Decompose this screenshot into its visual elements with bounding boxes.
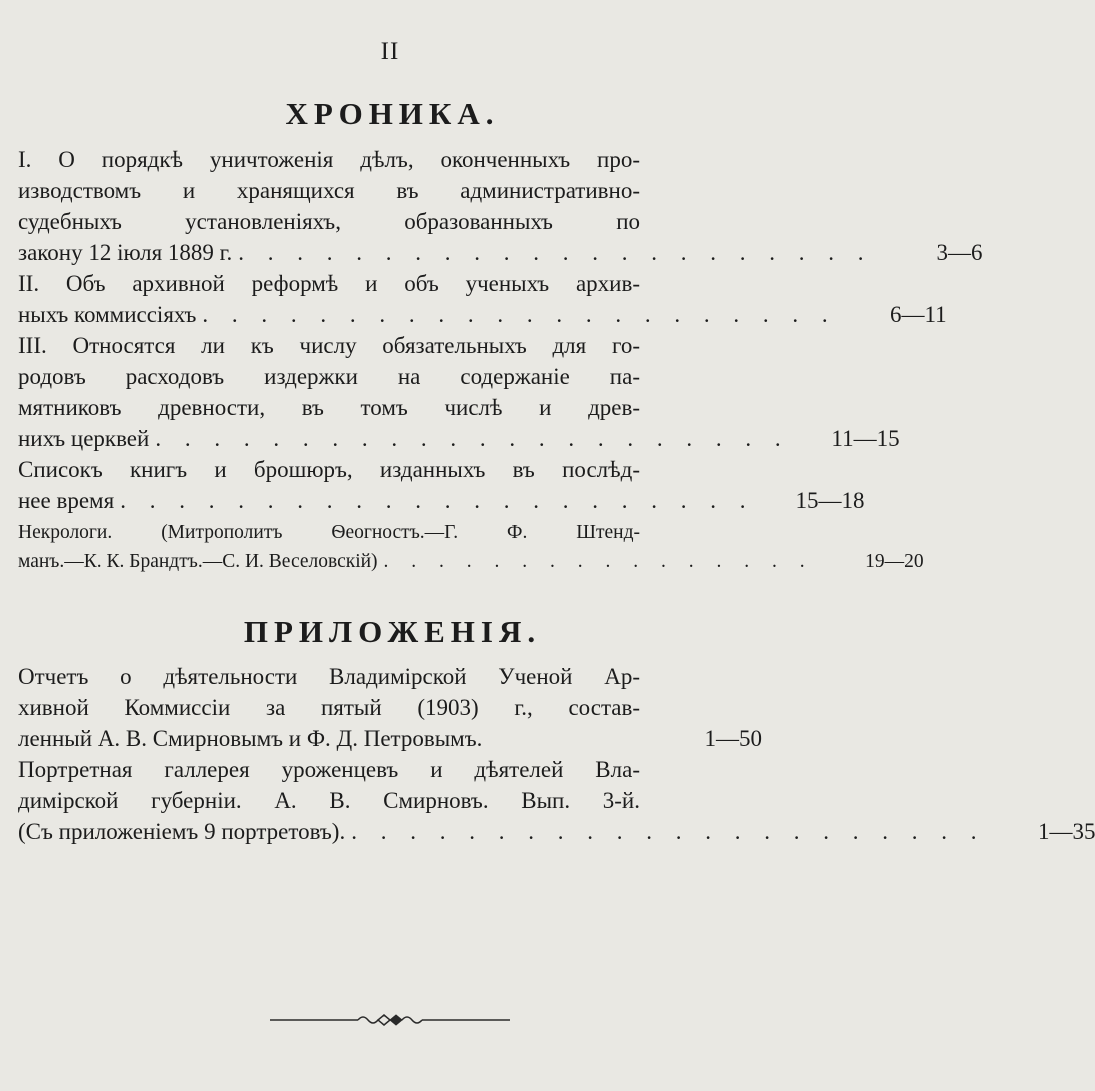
toc-page-range: 11—15 bbox=[831, 426, 900, 451]
toc-page-range: 1—35 bbox=[1037, 819, 1095, 844]
leader-dots: . . . . . . . . . . . . . . . . bbox=[383, 551, 814, 572]
toc-text: димірской губерніи. А. В. Смирновъ. Вып. 3-й. bbox=[18, 788, 640, 813]
toc-text: мятниковъ древности, въ томъ числѣ и древ- bbox=[18, 395, 640, 420]
toc-line bbox=[18, 755, 762, 785]
toc-line bbox=[18, 269, 762, 299]
toc-text: I. О порядкѣ уничтоженія дѣлъ, оконченныхъ про- bbox=[18, 147, 640, 172]
toc-line bbox=[18, 662, 762, 692]
toc-page-range: 6—11 bbox=[890, 302, 947, 327]
toc-text: родовъ расходовъ издержки на содержаніе па- bbox=[18, 364, 640, 389]
toc-line bbox=[18, 817, 1095, 847]
leader-dots: . . . . . . . . . . . . . . . . . . . . . . bbox=[120, 488, 755, 513]
toc-line bbox=[18, 145, 762, 175]
toc-line bbox=[18, 300, 947, 330]
toc-line bbox=[18, 518, 762, 548]
toc-line bbox=[18, 547, 924, 577]
toc-text: нихъ церквей bbox=[18, 426, 150, 451]
toc-line bbox=[18, 486, 865, 516]
toc-line bbox=[18, 362, 762, 392]
section-heading-chronicle: ХРОНИКА. bbox=[285, 96, 500, 131]
toc-text: судебныхъ установленіяхъ, образованныхъ по bbox=[18, 209, 640, 234]
toc-text: нее время bbox=[18, 488, 115, 513]
leader-dots: . . . . . . . . . . . . . . . . . . . . . . bbox=[238, 240, 873, 265]
toc-text: III. Относятся ли къ числу обязательныхъ для го- bbox=[18, 333, 640, 358]
toc-page-range: 19—20 bbox=[865, 551, 924, 572]
toc-line bbox=[18, 455, 762, 485]
toc-page-range: 1—50 bbox=[704, 726, 762, 751]
toc-line bbox=[18, 176, 762, 206]
toc-text: Портретная галлерея уроженцевъ и дѣятелей Вла- bbox=[18, 757, 640, 782]
toc-page-range: 15—18 bbox=[795, 488, 865, 513]
toc-text: II. Объ архивной реформѣ и объ ученыхъ архив- bbox=[18, 271, 640, 296]
leader-dots: . . . . . . . . . . . . . . . . . . . . . . bbox=[202, 302, 837, 327]
page-number: II bbox=[380, 38, 400, 65]
toc-text: Отчетъ о дѣятельности Владимірской Ученой Ар- bbox=[18, 664, 640, 689]
toc-line bbox=[18, 424, 900, 454]
toc-line bbox=[18, 238, 983, 268]
leader-dots: . . . . . . . . . . . . . . . . . . . . . . bbox=[351, 819, 986, 844]
toc-text: Некрологи. (Митрополитъ Ѳеогностъ.—Г. Ф. Штенд- bbox=[18, 522, 640, 543]
toc-text: изводствомъ и хранящихся въ административно- bbox=[18, 178, 640, 203]
toc-line bbox=[18, 724, 762, 754]
toc-text: ныхъ коммиссіяхъ bbox=[18, 302, 197, 327]
leader-dots: . . . . . . . . . . . . . . . . . . . . . . bbox=[155, 426, 790, 451]
toc-page-range: 3—6 bbox=[936, 240, 983, 265]
toc-line bbox=[18, 693, 762, 723]
toc-text: закону 12 іюля 1889 г. bbox=[18, 240, 233, 265]
section-heading-appendices: ПРИЛОЖЕНІЯ. bbox=[243, 614, 542, 649]
toc-text: (Съ приложеніемъ 9 портретовъ). bbox=[18, 819, 346, 844]
toc-text: хивной Коммиссіи за пятый (1903) г., состав- bbox=[18, 695, 640, 720]
toc-line bbox=[18, 393, 762, 423]
toc-text: ленный А. В. Смирновымъ и Ф. Д. Петровымъ. bbox=[18, 726, 483, 751]
toc-line bbox=[18, 331, 762, 361]
toc-text: манъ.—К. К. Брандтъ.—С. И. Веселовскій) bbox=[18, 551, 378, 572]
toc-line bbox=[18, 207, 762, 237]
ornament-divider-icon bbox=[270, 1010, 510, 1030]
toc-text: Списокъ книгъ и брошюръ, изданныхъ въ послѣд- bbox=[18, 457, 640, 482]
toc-line bbox=[18, 786, 762, 816]
